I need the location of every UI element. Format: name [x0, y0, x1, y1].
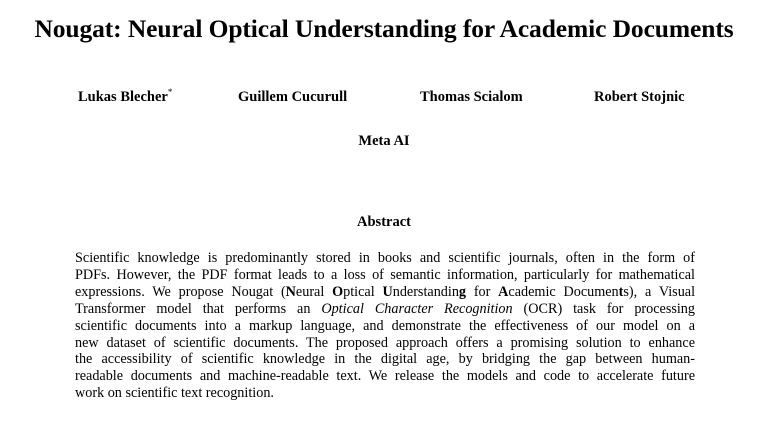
abstract-line: [75, 368, 695, 385]
emphasis-italic: Optical Character Recognition: [321, 300, 513, 317]
abstract-text: Scientific knowledge is predominantly stored in books and scientific journals, often in the form of: [75, 250, 695, 266]
abstract-text: the accessibility of scientific knowledge in the digital age, by bridging the gap between human-: [75, 351, 695, 368]
author-name: Guillem Cucurull: [238, 89, 348, 105]
author-name-text: Lukas Blecher: [78, 89, 168, 105]
abstract-text: eural: [295, 283, 333, 300]
abstract-text: ptical: [343, 283, 383, 300]
emphasis-bold: O: [332, 283, 344, 300]
abstract-body: [75, 250, 695, 402]
emphasis-bold: U: [382, 283, 393, 300]
author-name: Robert Stojnic: [594, 89, 685, 105]
abstract-text: scientific documents into a markup language, and demonstrate the effectiveness of our model on a: [75, 317, 695, 334]
abstract-text: expressions. We propose Nougat (: [75, 283, 286, 300]
abstract-text: readable documents and machine-readable text. We release the models and code to accelerate future: [75, 368, 695, 385]
abstract-line: [75, 351, 695, 368]
author-list: [0, 89, 768, 109]
paper-title: Nougat: Neural Optical Understanding for Academic Documents: [34, 14, 734, 43]
abstract-heading: Abstract: [357, 214, 411, 230]
abstract-text: cademic Documen: [508, 283, 619, 300]
abstract-line: [75, 250, 695, 267]
abstract-text: (OCR) task for processing: [512, 300, 695, 317]
emphasis-bold: g: [458, 283, 467, 300]
abstract-line: [75, 267, 695, 284]
abstract-line: [75, 301, 695, 318]
emphasis-bold: N: [285, 283, 296, 300]
abstract-line: [75, 284, 695, 301]
emphasis-bold: t: [618, 283, 624, 300]
abstract-line: [75, 318, 695, 335]
abstract-line: [75, 385, 695, 402]
affiliation: Meta AI: [358, 133, 410, 149]
emphasis-bold: A: [498, 283, 509, 300]
abstract-text: Transformer model that performs an: [75, 300, 322, 317]
abstract-text: s), a Visual: [623, 283, 696, 300]
abstract-text: new dataset of scientific documents. The proposed approach offers a promising solution to enhance: [75, 334, 695, 351]
abstract-text: nderstandin: [392, 283, 459, 300]
author-name: [78, 89, 172, 106]
abstract-text: work on scientific text recognition.: [75, 385, 274, 402]
abstract-text: PDFs. However, the PDF format leads to a loss of semantic information, particularly for mathematical: [75, 266, 695, 283]
author-footnote-mark: *: [167, 87, 173, 97]
author-name: Thomas Scialom: [420, 89, 523, 105]
abstract-text: for: [466, 283, 499, 300]
abstract-line: [75, 335, 695, 352]
